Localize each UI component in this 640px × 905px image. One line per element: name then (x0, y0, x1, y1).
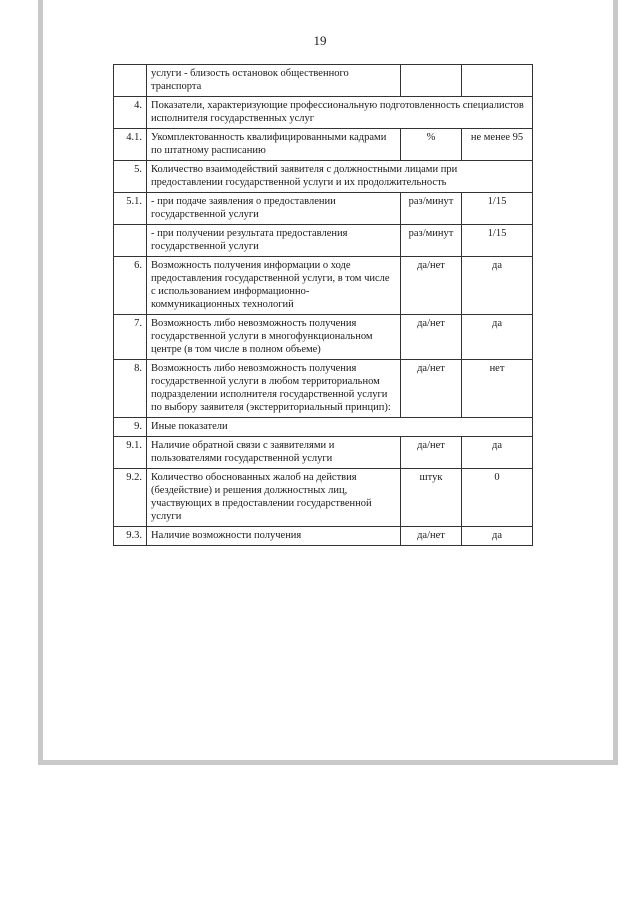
indicator-value: не менее 95 (462, 129, 533, 161)
indicator-value: 0 (462, 469, 533, 527)
table-row (114, 527, 533, 546)
row-number: 9.3. (114, 527, 147, 546)
indicator-name: Количество обоснованных жалоб на действия (бездействие) и решения должностных лиц, участвующих в предоставлении государственной услуги (147, 469, 401, 527)
table-row (114, 257, 533, 315)
indicator-unit: да/нет (401, 527, 462, 546)
table-row (114, 437, 533, 469)
table-row (114, 225, 533, 257)
indicator-name: Наличие обратной связи с заявителями и пользователями государственной услуги (147, 437, 401, 469)
indicator-value (462, 65, 533, 97)
indicator-name: услуги - близость остановок общественного транспорта (147, 65, 401, 97)
table-row (114, 360, 533, 418)
indicator-value: да (462, 257, 533, 315)
indicator-value: нет (462, 360, 533, 418)
indicator-unit: да/нет (401, 437, 462, 469)
indicator-value: да (462, 315, 533, 360)
table-row (114, 193, 533, 225)
row-number: 5.1. (114, 193, 147, 225)
table-row (114, 65, 533, 97)
row-number: 8. (114, 360, 147, 418)
row-number: 9.2. (114, 469, 147, 527)
section-title: Показатели, характеризующие профессиональную подготовленность специалистов исполнителя государственных услуг (147, 97, 533, 129)
section-row (114, 97, 533, 129)
page-number: 19 (313, 33, 327, 48)
section-title: Количество взаимодействий заявителя с должностными лицами при предоставлении государственной услуги и их продолжительность (147, 161, 533, 193)
row-number: 4. (114, 97, 147, 129)
indicators-table-body (114, 65, 533, 546)
indicator-name: Возможность либо невозможность получения государственной услуги в многофункциональном центре (в том числе в полном объеме) (147, 315, 401, 360)
indicators-table (113, 64, 533, 546)
row-number: 5. (114, 161, 147, 193)
table-row (114, 469, 533, 527)
table-row (114, 315, 533, 360)
indicator-name: - при получении результата предоставления государственной услуги (147, 225, 401, 257)
indicator-value: 1/15 (462, 193, 533, 225)
row-number (114, 65, 147, 97)
indicator-name: Наличие возможности получения (147, 527, 401, 546)
indicator-unit: да/нет (401, 257, 462, 315)
indicator-unit: да/нет (401, 315, 462, 360)
indicator-unit: раз/минут (401, 225, 462, 257)
indicator-value: да (462, 437, 533, 469)
row-number: 6. (114, 257, 147, 315)
indicator-unit: штук (401, 469, 462, 527)
section-row (114, 418, 533, 437)
indicator-unit: % (401, 129, 462, 161)
table-row (114, 129, 533, 161)
indicator-value: да (462, 527, 533, 546)
row-number: 4.1. (114, 129, 147, 161)
indicator-unit: раз/минут (401, 193, 462, 225)
section-row (114, 161, 533, 193)
indicator-name: Возможность получения информации о ходе предоставления государственной услуги, в том числе с использованием информационно-коммуникационных технологий (147, 257, 401, 315)
indicator-value: 1/15 (462, 225, 533, 257)
indicator-unit: да/нет (401, 360, 462, 418)
indicator-name: Укомплектованность квалифицированными кадрами по штатному расписанию (147, 129, 401, 161)
section-title: Иные показатели (147, 418, 533, 437)
indicator-unit (401, 65, 462, 97)
row-number: 9.1. (114, 437, 147, 469)
row-number: 7. (114, 315, 147, 360)
row-number (114, 225, 147, 257)
row-number: 9. (114, 418, 147, 437)
indicator-name: Возможность либо невозможность получения государственной услуги в любом территориальном подразделении исполнителя государственной услуги по выбору заявителя (экстерриториальный принцип): (147, 360, 401, 418)
indicator-name: - при подаче заявления о предоставлении государственной услуги (147, 193, 401, 225)
